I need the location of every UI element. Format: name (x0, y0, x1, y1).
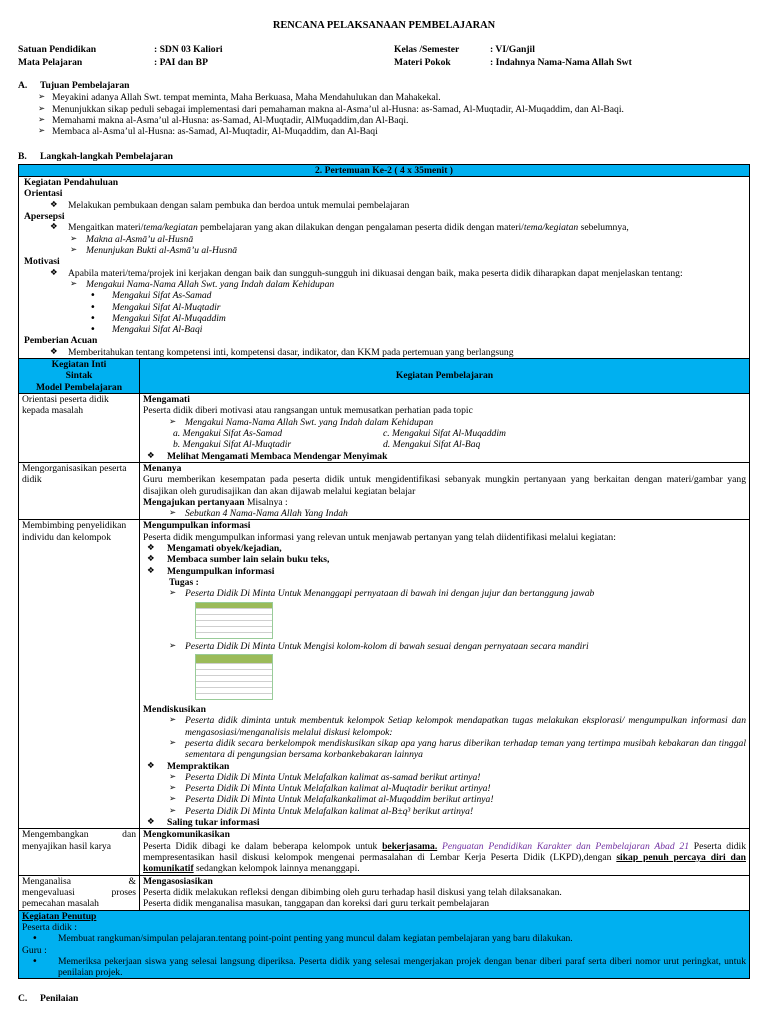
row-left: Mengorganisasikan peserta didik (19, 462, 140, 520)
objective-item: ➢ Meyakini adanya Allah Swt. tempat meminta, Maha Berkuasa, Maha Mendahulukan dan Mahakekal. (38, 92, 750, 103)
section-a-heading: A. Tujuan Pembelajaran (18, 79, 130, 91)
meeting-header: 2. Pertemuan Ke-2 ( 4 x 35menit ) (19, 164, 750, 176)
apersepsi-subitem: ➢ Makna al-Asmā’u al-Husnā (70, 234, 746, 245)
motivasi-bullet: • Mengakui Sifat Al-Baqi (90, 324, 746, 335)
inti-header-left: Kegiatan Inti Sintak Model Pembelajaran (19, 359, 140, 394)
motivasi-subitem: ➢ Mengakui Nama-Nama Allah Swt. yang Indah dalam Kehidupan (70, 279, 746, 290)
row-content: Mengumpulkan informasi Peserta didik mengumpulkan informasi yang relevan untuk menjawab pertanyan yang telah diidentifikasi melalui kegiatan: ❖ Mengamati obyek/kejadian, ❖ Membaca sumber lain selain buku teks, ❖ Mengumpulkan informasi Tugas : ➢ Peserta Didik Di Minta Untuk Menanggapi pernyataan di bawah ini dengan jujur dan bertanggung jawab ➢ Peserta Didik Di Minta Untuk Mengisi kolom-kolom di bawah sesuai dengan pernyataan secara mandiri Mendiskusikan ➢ Peserta didik diminta untuk membentuk kelompok Setiap kelompok mendapatkan tugas melakukan eksplorasi/ mengumpulkan informasi dan mengasosiasi/menganalisis melalui diskusi kelompok: ➢ peserta didik secara berkelompok mendiskusikan sikap apa yang harus diberikan terhadap teman yang tertimpa musibah kebakaran dan tinggal sementara di pengungsian bersama korbankebakaran lainnya ❖ Mempraktikan ➢ Peserta Didik Di Minta Untuk Melafalkan kalimat as-samad berikut artinya! ➢ Peserta Didik Di Minta Untuk Melafalkan kalimat al-Muqtadir berikut artinya! ➢ Peserta Didik Di Minta Untuk Melafalkankalimat al-Muqaddim berikut artinya! ➢ Peserta Didik Di Minta Untuk Melafalkan kalimat al-B±q³ berikut artinya! ❖ Saling tukar informasi (140, 520, 750, 829)
objective-item: ➢ Memahami makna al-Asma’ul al-Husna: as-Samad, Al-Muqtadir, AlMuqaddim,dan Al-Baqi. (38, 115, 750, 126)
meta-value: : SDN 03 Kaliori (154, 44, 223, 56)
meta-label: Kelas /Semester (394, 44, 460, 56)
motivasi-label: Motivasi (24, 256, 60, 268)
row-left: Orientasi peserta didik kepada masalah (19, 394, 140, 463)
row-content: Mengamati Peserta didik diberi motivasi atau rangsangan untuk memusatkan perhatian pada topic ➢ Mengakui Nama-Nama Allah Swt. yang Indah dalam Kehidupan a. Mengakui Sifat As-Samad c. Mengakui Sifat Al-Muqaddim b. Mengakui Sifat Al-Muqtadir d. Mengakui Sifat Al-Baq ❖ Melihat Mengamati Membaca Mendengar Menyimak (140, 394, 750, 463)
meta-value: : VI/Ganjil (490, 44, 535, 56)
apersepsi-label: Apersepsi (24, 211, 65, 223)
section-b-heading: B. Langkah-langkah Pembelajaran (18, 151, 174, 163)
worksheet-thumbnail (195, 602, 273, 639)
apersepsi-item: ❖ Mengaitkan materi/tema/kegiatan pembelajaran yang akan dilakukan dengan pengalaman peserta didik dengan materi/tema/kegiatan sebelumnya, (50, 222, 746, 233)
row-content: Mengasosiasikan Peserta didik melakukan refleksi dengan dibimbing oleh guru terhadap hasil diskusi yang telah dilaksanakan. Peserta didik menganalisa masukan, tanggapan dan koreksi dari guru terkait pembelajaran (140, 875, 750, 910)
apersepsi-subitem: ➢ Menunjukan Bukti al-Asmā’u al-Husnā (70, 245, 746, 256)
meta-label: Mata Pelajaran (18, 56, 83, 68)
acuan-label: Pemberian Acuan (24, 335, 98, 347)
section-c-heading: C. Penilaian (18, 993, 79, 1005)
orientasi-label: Orientasi (24, 188, 63, 200)
objectives-list (18, 92, 750, 137)
motivasi-bullet: • Mengakui Sifat Al-Muqtadir (90, 302, 746, 313)
sifat-grid: a. Mengakui Sifat As-Samad c. Mengakui Sifat Al-Muqaddim b. Mengakui Sifat Al-Muqtadir d. Mengakui Sifat Al-Baq (173, 427, 506, 451)
pendahuluan-title: Kegiatan Pendahuluan (24, 177, 119, 189)
motivasi-item: ❖ Apabila materi/tema/projek ini kerjakan dengan baik dan sungguh-sungguh ini dikuasai dengan baik, maka peserta didik diharapkan dapat menjelaskan tentang: (50, 268, 746, 279)
objective-item: ➢ Membaca al-Asma’ul al-Husna: as-Samad, Al-Muqtadir, Al-Muqaddim, dan Al-Baqi (38, 126, 750, 137)
meta-label: Satuan Pendidikan (18, 44, 97, 56)
meta-grid (18, 44, 750, 68)
meta-value: : Indahnya Nama-Nama Allah Swt (490, 56, 632, 68)
worksheet-thumbnail (195, 654, 273, 700)
row-left: Membimbing penyelidikan individu dan kelompok (19, 520, 140, 829)
row-content: Menanya Guru memberikan kesempatan pada peserta didik untuk mengidentifikasi sebanyak mungkin pertanyaan yang berkaitan dengan materi/gambar yang disajikan oleh gurudisajikan dan akan dijawab melalui kegiatan belajar Mengajukan pertanyaan Misalnya : ➢ Sebutkan 4 Nama-Nama Allah Yang Indah (140, 462, 750, 520)
meta-value: : PAI dan BP (154, 56, 208, 68)
meta-label: Materi Pokok (394, 56, 451, 68)
motivasi-bullet: • Mengakui Sifat As-Samad (90, 290, 746, 301)
orientasi-item: ❖ Melakukan pembukaan dengan salam pembuka dan berdoa untuk memulai pembelajaran (50, 200, 746, 211)
row-left: Menganalisa & mengevaluasi proses pemecahan masalah (19, 875, 140, 910)
document-title: RENCANA PELAKSANAAN PEMBELAJARAN (272, 20, 496, 31)
activities-table (18, 164, 750, 980)
row-left: Mengembangkan dan menyajikan hasil karya (19, 829, 140, 875)
objective-item: ➢ Menunjukkan sikap peduli sebagai implementasi dari pemahaman makna al-Asma’ul al-Husna: as-Samad, Al-Muqtadir, Al-Muqaddim, dan Al-Baqi. (38, 104, 750, 115)
pendahuluan-cell (19, 177, 750, 359)
row-content: Mengkomunikasikan Peserta Didik dibagi ke dalam beberapa kelompok untuk bekerjasama. Penguatan Pendidikan Karakter dan Pembelajaran Abad 21 Peserta didik mempresentasikan hasil diskusi kelompok mengenai permasalahan di Lembar Kerja Peserta Didik (LKPD),dengan sikap penuh percaya diri dan komunikatif sedangkan kelompok lainnya menanggapi. (140, 829, 750, 875)
inti-header-right: Kegiatan Pembelajaran (140, 359, 750, 394)
motivasi-bullet: • Mengakui Sifat Al-Muqaddim (90, 313, 746, 324)
penutup-cell: Kegiatan Penutup Peserta didik : • Membuat rangkuman/simpulan pelajaran.tentang point-point penting yang muncul dalam kegiatan pembelajaran yang baru dilakukan. Guru : • Memeriksa pekerjaan siswa yang selesai langsung diperiksa. Peserta didik yang selesai mengerjakan projek dengan benar diberi paraf serta diberi nomor urut peringkat, untuk penilaian projek. (19, 910, 750, 979)
acuan-item: ❖ Memberitahukan tentang kompetensi inti, kompetensi dasar, indikator, dan KKM pada pertemuan yang berlangsung (50, 347, 746, 358)
